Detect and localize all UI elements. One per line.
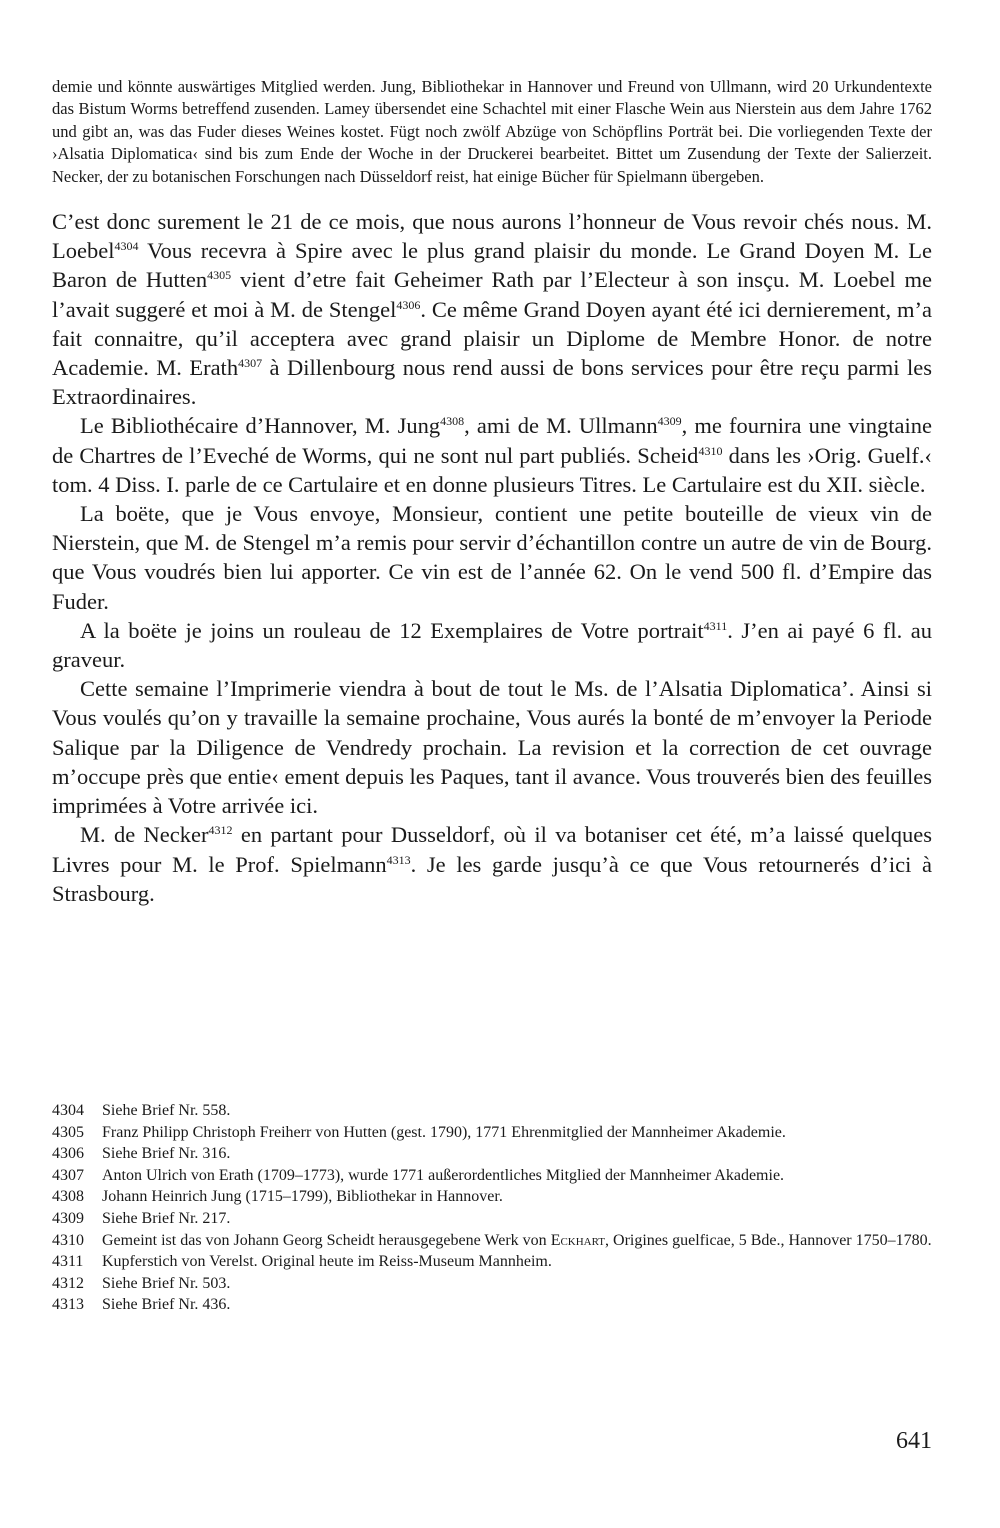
letter-paragraph-6	[52, 820, 932, 908]
footnote-text: Siehe Brief Nr. 503.	[102, 1274, 231, 1292]
letter-body	[52, 207, 932, 908]
footnote-text-part: , Origines guelficae, 5 Bde., Hannover 1750–1780.	[605, 1231, 932, 1249]
page-content	[52, 76, 932, 908]
footnote-number: 4304	[52, 1102, 84, 1119]
footnote-number: 4313	[52, 1296, 84, 1314]
paragraph-text: Vous recevra à Spire avec le plus grand plaisir du monde. Le Grand Doyen M. Le Baron de Hutten	[52, 238, 932, 293]
footnote-ref-4310: 4310	[698, 443, 723, 458]
page-number: 641	[896, 1428, 932, 1454]
footnote-number: 4312	[52, 1274, 84, 1292]
footnote-ref-4305: 4305	[207, 268, 232, 283]
footnote-ref-4307: 4307	[238, 356, 263, 371]
footnote-ref-4304: 4304	[114, 239, 139, 254]
footnote-number: 4309	[52, 1209, 84, 1227]
footnote-number: 4306	[52, 1145, 84, 1163]
footnote-text	[102, 1230, 932, 1252]
letter-paragraph-3: La boëte, que je Vous envoye, Monsieur, contient une petite bouteille de vieux vin de Nierstein, que M. de Stengel m’a remis pour servir d’échantillon contre un autre de vin de Bourg. que Vous voudrés bien lui apporter. Ce vin est de l’année 62. On le vend 500 fl. d’Empire das Fuder.	[52, 501, 932, 614]
footnote-number: 4311	[52, 1253, 84, 1271]
footnote-number: 4307	[52, 1166, 84, 1184]
footnote-text: Kupferstich von Verelst. Original heute im Reiss-Museum Mannheim.	[102, 1253, 552, 1271]
footnote-ref-4309: 4309	[657, 414, 682, 429]
letter-paragraph-4	[52, 616, 932, 674]
footnote-text: Siehe Brief Nr. 316.	[102, 1145, 231, 1163]
footnote-author: Eckhart	[550, 1231, 606, 1249]
paragraph-text: C’est donc surement le 21 de ce mois, que nous aurons l’honneur de Vous revoir chés nous. M. Loebel	[52, 209, 932, 264]
footnote-text: Anton Ulrich von Erath (1709–1773), wurde 1771 außerordentliches Mitglied der Mannheimer Akademie.	[102, 1166, 785, 1184]
footnote-text: Franz Philipp Christoph Freiherr von Hutten (gest. 1790), 1771 Ehrenmitglied der Mannheimer Akademie.	[102, 1123, 786, 1141]
footnote-ref-4306: 4306	[396, 297, 421, 312]
footnote-4309	[52, 1208, 932, 1230]
paragraph-text: Le Bibliothécaire d’Hannover, M. Jung	[80, 413, 441, 439]
footnote-number: 4308	[52, 1188, 84, 1206]
footnote-4307	[52, 1165, 932, 1187]
footnote-ref-4313: 4313	[386, 852, 411, 867]
footnote-text: Siehe Brief Nr. 436.	[102, 1296, 231, 1314]
footnote-number: 4305	[52, 1123, 84, 1141]
footnote-ref-4311: 4311	[703, 618, 728, 633]
paragraph-text: . Je les garde jusqu’à ce que Vous retournerés d’ici à Strasbourg.	[52, 851, 932, 906]
footnote-4308	[52, 1186, 932, 1208]
letter-paragraph-5: Cette semaine l’Imprimerie viendra à bout de tout le Ms. de l’Alsatia Diplomatica’. Ainsi si Vous voulés qu’on y travaille la semaine prochaine, Vous aurés la bonté de m’envoyer la Periode Salique par la Diligence de Vendredy prochain. La revision et la correction de cet ouvrage m’occupe près que entie‹ ement depuis les Paques, tant il avance. Vous trouverés bien des feuilles imprimées à Votre arrivée ici.	[52, 676, 932, 819]
paragraph-text: vient d’etre fait Geheimer Rath par l’Electeur à son insçu. M. Loebel me l’avait suggeré et moi à M. de Stengel	[52, 267, 933, 322]
footnote-4304	[52, 1100, 932, 1122]
paragraph-text: dans les ›Orig. Guelf.‹ tom. 4 Diss. I. parle de ce Cartulaire et en donne plusieurs Titres. Le Cartulaire est du XII. siècle.	[52, 442, 932, 497]
letter-paragraph-2	[52, 411, 932, 499]
paragraph-text: . J’en ai payé 6 fl. au graveur.	[52, 617, 932, 673]
footnote-ref-4312: 4312	[208, 823, 233, 838]
footnote-4306	[52, 1143, 932, 1165]
footnote-text: Johann Heinrich Jung (1715–1799), Bibliothekar in Hannover.	[102, 1188, 503, 1206]
footnote-4311	[52, 1251, 932, 1273]
letter-paragraph-1	[52, 207, 932, 411]
footnote-number: 4310	[52, 1231, 84, 1249]
letter-summary: demie und könnte auswärtiges Mitglied werden. Jung, Bibliothekar in Hannover und Freund von Ullmann, wird 20 Urkundentexte das Bistum Worms betreffend zusenden. Lamey übersendet eine Schachtel mit einer Flasche Wein aus Nierstein aus dem Jahre 1762 und gibt an, was das Fuder dieses Weines kostet. Fügt noch zwölf Abzüge von Schöpflins Porträt bei. Die vorliegenden Texte der ›Alsatia Diplomatica‹ sind bis zum Ende der Woche in der Druckerei bearbeitet. Bittet um Zusendung der Texte der Salierzeit. Necker, der zu botanischen Forschungen nach Düsseldorf reist, hat einige Bücher für Spielmann übergeben.	[52, 77, 932, 186]
paragraph-text: M. de Necker	[80, 822, 209, 848]
footnote-4313	[52, 1294, 932, 1316]
paragraph-text: A la boëte je joins un rouleau de 12 Exemplaires de Votre portrait	[80, 617, 704, 643]
paragraph-text: en partant pour Dusseldorf, où il va botaniser cet été, m’a laissé quelques Livres pour M. le Prof. Spielmann	[52, 822, 932, 877]
footnote-text: Siehe Brief Nr. 217.	[102, 1209, 231, 1227]
footnote-ref-4308: 4308	[440, 414, 465, 429]
paragraph-text: . Ce même Grand Doyen ayant été ici dernierement, m’a fait connaitre, qu’il acceptera avec grand plaisir un Diplome de Membre Honor. de notre Academie. M. Erath	[52, 296, 932, 381]
footnote-text-part: Gemeint ist das von Johann Georg Scheidt herausgegebene Werk von	[102, 1231, 551, 1249]
footnote-4312	[52, 1273, 932, 1295]
paragraph-text: à Dillenbourg nous rend aussi de bons services pour être reçu parmi les Extraordinaires.	[52, 355, 932, 410]
footnote-4305	[52, 1122, 932, 1144]
paragraph-text: , ami de M. Ullmann	[464, 413, 658, 439]
footnote-4310	[52, 1230, 932, 1252]
footnote-text: Siehe Brief Nr. 558.	[102, 1102, 231, 1119]
paragraph-text: , me fournira une vingtaine de Chartres de l’Eveché de Worms, qui ne sont nul part publiés. Scheid	[52, 413, 932, 468]
footnotes	[52, 1100, 932, 1316]
